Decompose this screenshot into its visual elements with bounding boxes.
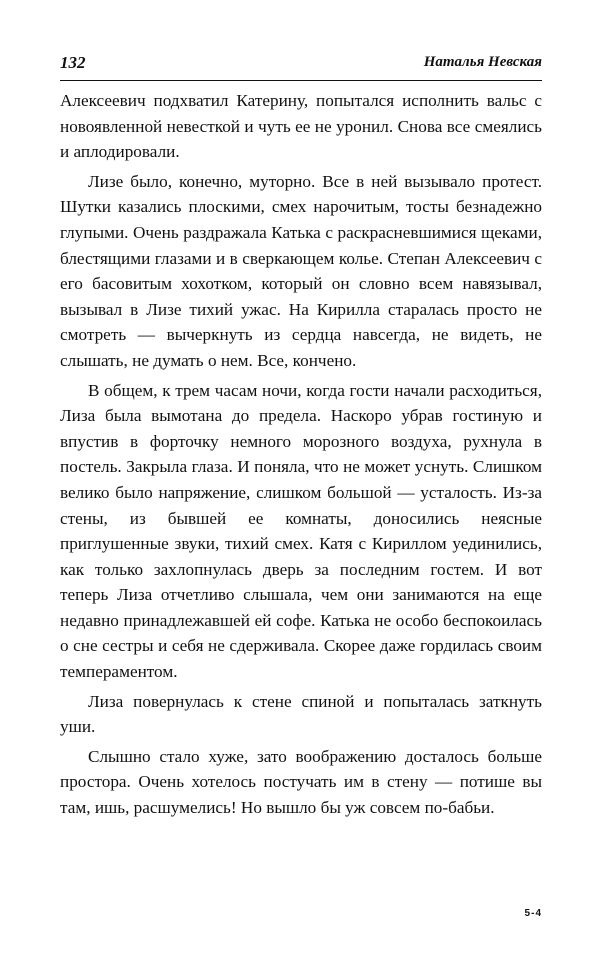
running-header [60, 50, 542, 81]
running-title: Наталья Невская [423, 54, 542, 70]
paragraph: Лиза повернулась к стене спиной и попыталась заткнуть уши. [60, 691, 542, 737]
paragraph-continued: Алексеевич подхватил Катерину, попытался исполнить вальс с новоявленной невесткой и чуть ее не уронил. Снова все смеялись и аплодировали. [60, 91, 542, 162]
paragraph: Лизе было, конечно, муторно. Все в ней вызывало протест. Шутки казались плоскими, смех нарочитым, тосты безнадежно глупыми. Очень раздражала Катька с раскрасневшимися щеками, блестящими глазами и в сверкающем колье. Степан Алексеевич с его басовитым хохотком, который он словно всем навязывал, вызывал в Лизе тихий ужас. На Кирилла старалась просто не смотреть — вычеркнуть из сердца навсегда, не видеть, не слышать, не думать о нем. Все, кончено. [60, 171, 542, 370]
printer-signature: 5-4 [524, 908, 542, 919]
paragraph: Слышно стало хуже, зато воображению досталось больше простора. Очень хотелось постучать им в стену — потише вы там, ишь, расшумелись! Но вышло бы уж совсем по-бабьи. [60, 746, 542, 818]
paragraph: В общем, к трем часам ночи, когда гости начали расходиться, Лиза была вымотана до предела. Наскоро убрав гостиную и впустив в форточку немного морозного воздуха, рухнула в постель. Закрыла глаза. И поняла, что не может уснуть. Слишком велико было напряжение, слишком большой — усталость. Из-за стены, из бывшей ее комнаты, доносились неясные приглушенные звуки, тихий смех. Катя с Кириллом уединились, как только захлопнулась дверь за последним гостем. И вот теперь Лиза отчетливо слышала, чем они занимаются на еще недавно принадлежавшей ей софе. Катька не особо беспокоилась о сне сестры и себя не сдерживала. Скорее даже гордилась своим темпераментом. [60, 380, 542, 682]
body-text [60, 88, 542, 821]
page-number: 132 [60, 53, 86, 72]
